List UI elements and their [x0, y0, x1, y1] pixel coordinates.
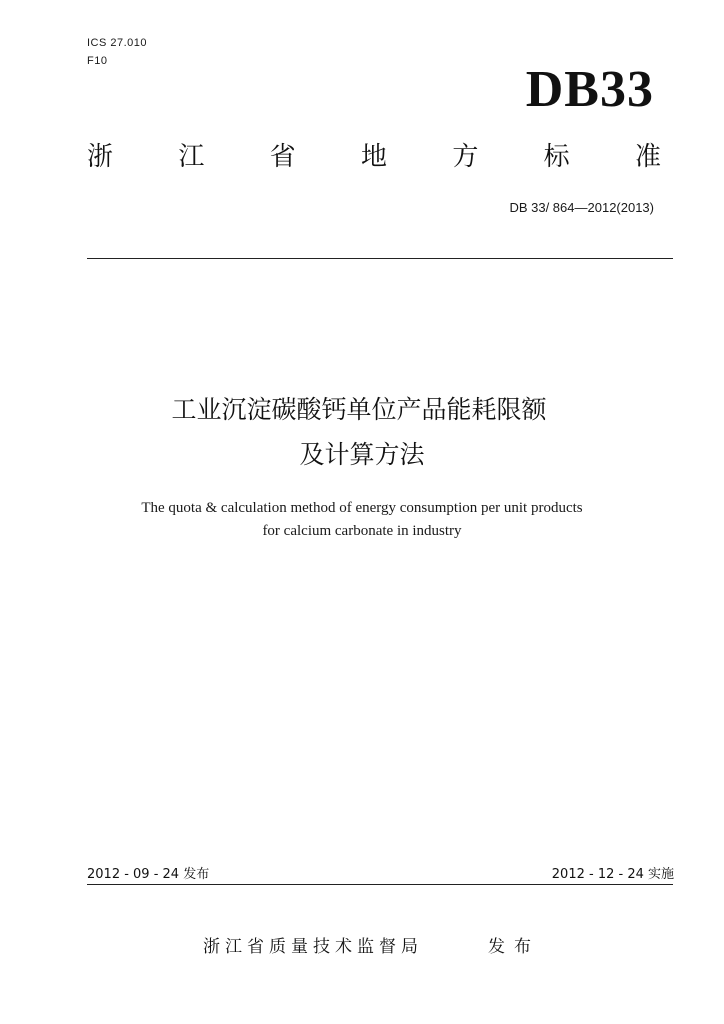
standard-type-char: 江 [178, 142, 205, 172]
standard-logo: DB33 [525, 61, 654, 118]
chinese-title-line-1: 工业沉淀碳酸钙单位产品能耗限额 [171, 395, 547, 424]
english-title-line-1: The quota & calculation method of energy consumption per unit products [141, 500, 583, 516]
implementation-date: 2012 - 12 - 24 实施 [551, 867, 674, 882]
standard-type-char: 准 [634, 142, 661, 172]
standard-type-char: 方 [452, 142, 479, 172]
issuing-authority: 浙江省质量技术监督局 [203, 937, 423, 957]
standard-number: DB 33/ 864—2012(2013) [509, 200, 654, 215]
chinese-title-line-2: 及计算方法 [299, 440, 425, 469]
publish-label: 发布 [488, 937, 540, 957]
english-title-line-2: for calcium carbonate in industry [262, 523, 462, 539]
issue-date: 2012 - 09 - 24 发布 [87, 867, 210, 882]
standard-type-heading [87, 140, 661, 174]
header-divider [87, 258, 673, 259]
standard-type-char: 标 [543, 142, 570, 172]
classification-code: F10 [87, 55, 108, 67]
ics-code: ICS 27.010 [87, 37, 148, 49]
standard-type-char: 省 [269, 142, 296, 172]
footer-divider [87, 884, 673, 885]
standard-type-char: 浙 [87, 142, 114, 172]
standard-type-char: 地 [360, 142, 387, 172]
